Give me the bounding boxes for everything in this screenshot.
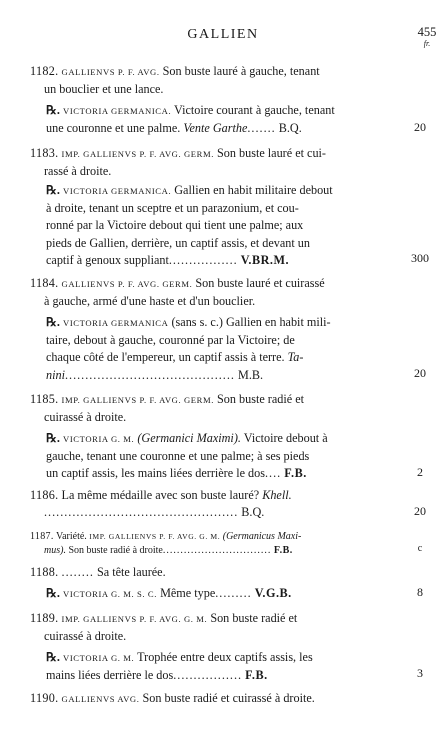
reverse-entry	[46, 649, 395, 684]
catalog-entry	[30, 564, 395, 581]
entry-text: Son buste radié et cuirassé à droite.	[142, 691, 315, 705]
source-reference: (Germanicus Maxi-	[222, 531, 302, 542]
coin-legend: VICTORIA G. M. S. C.	[63, 589, 158, 599]
entry-text: un bouclier et une lance.	[44, 82, 164, 97]
entry-text: Son buste radié à droite	[68, 545, 163, 556]
entry-text: cuirassé à droite.	[44, 410, 127, 425]
entry-text: Sa tête laurée.	[96, 565, 166, 579]
dot-leader: .......	[247, 121, 276, 136]
reverse-entry	[46, 102, 395, 137]
rarity-grade: V.G.B.	[254, 586, 292, 600]
dot-leader: .................	[168, 252, 238, 267]
catalog-entry	[30, 487, 395, 521]
entry-text: un captif assis, les mains liées derrière le dos	[46, 466, 265, 481]
entry-text: Gallien en habit militaire debout	[174, 183, 333, 197]
entry-text: mains liées derrière le dos	[46, 668, 174, 683]
entry-text: ronné par la Victoire debout qui tient une palme; aux	[46, 218, 304, 233]
entry-number: 1185.	[30, 392, 59, 406]
price-unit-label: fr.	[423, 39, 431, 48]
price: c	[417, 543, 423, 554]
coin-legend: VICTORIA GERMANICA.	[63, 106, 172, 116]
reverse-entry	[46, 585, 395, 603]
coin-legend: GALLIENVS AVG.	[61, 694, 140, 704]
source-reference: (Germanici Maximi).	[137, 431, 241, 445]
entry-text: à gauche, armé d'une haste et d'un bouclier.	[44, 294, 256, 309]
entry-text: Trophée entre deux captifs assis, les	[137, 650, 313, 664]
entry-number: 1183.	[30, 146, 59, 160]
price: 2	[417, 465, 423, 479]
price: 300	[411, 251, 429, 265]
source-reference: Khell.	[262, 488, 292, 502]
rarity-grade: M.B.	[237, 367, 264, 382]
coin-legend: GALLIENVS P. F. AVG. GERM.	[61, 279, 193, 289]
page-number	[410, 26, 444, 48]
catalog-entry	[30, 530, 395, 558]
dot-leader: .................	[173, 668, 243, 683]
entry-number: 1187.	[30, 531, 54, 542]
entry-text: taire, debout à gauche, couronné par la Victoire; de	[46, 333, 295, 348]
reverse-entry	[46, 314, 395, 384]
reverse-symbol: ℞.	[46, 650, 60, 664]
rarity-grade: B.Q.	[241, 505, 265, 520]
entry-text: Son buste radié et	[210, 611, 298, 625]
entry-text: Son buste lauré à gauche, tenant	[162, 64, 320, 78]
coin-legend: IMP. GALLIENVS P. F. AVG. G. M.	[61, 614, 208, 624]
reverse-entry	[46, 182, 395, 269]
entry-text: Son buste lauré et cui-	[217, 146, 326, 160]
rarity-grade: V.BR.M.	[240, 252, 290, 267]
coin-legend: IMP. GALLIENVS P. F. AVG. G. M.	[89, 532, 221, 541]
entry-text: Variété.	[55, 531, 87, 542]
rarity-grade: F.B.	[245, 668, 268, 683]
catalog-entry	[30, 145, 395, 180]
rarity-grade: F.B.	[284, 466, 307, 481]
coin-legend: VICTORIA GERMANICA.	[63, 186, 172, 196]
entry-text: Victoire courant à gauche, tenant	[174, 103, 335, 117]
source-reference: mus).	[44, 545, 66, 556]
entry-number: 1184.	[30, 276, 59, 290]
catalog-entry	[30, 690, 395, 708]
dot-leader: ...............................	[162, 545, 272, 556]
dot-leader: ....	[264, 466, 282, 481]
entry-text: (sans s. c.) Gallien en habit mili-	[171, 315, 331, 329]
entry-text: pieds de Gallien, derrière, un captif assis, et devant un	[46, 235, 310, 250]
source-reference: nini	[46, 367, 65, 382]
entry-text: Son buste lauré et cuirassé	[195, 276, 325, 290]
reverse-symbol: ℞.	[46, 183, 60, 197]
dot-leader: ..........................................	[64, 367, 235, 382]
coin-legend: IMP. GALLIENVS P. F. AVG. GERM.	[61, 149, 214, 159]
catalog-entry	[30, 610, 395, 645]
price: 20	[414, 366, 426, 380]
coin-legend: IMP. GALLIENVS P. F. AVG. GERM.	[61, 395, 214, 405]
entry-text: gauche, tenant une couronne et une palme; à ses pieds	[46, 449, 310, 464]
dot-leader: .........	[215, 586, 252, 600]
entry-number: 1186.	[30, 488, 59, 502]
reverse-entry	[46, 430, 395, 483]
coin-legend: VICTORIA GERMANICA	[63, 318, 169, 328]
coin-legend: VICTORIA G. M.	[63, 653, 135, 663]
entry-number: 1189.	[30, 611, 59, 625]
entry-text: captif à genoux suppliant	[46, 252, 169, 267]
price: 20	[414, 120, 426, 134]
coin-legend: VICTORIA G. M.	[63, 434, 135, 444]
catalog-entry	[30, 275, 395, 310]
entry-number: 1190.	[30, 691, 59, 705]
coin-legend: GALLIENVS P. F. AVG.	[61, 67, 160, 77]
price: 8	[417, 585, 423, 599]
entry-text: chaque côté de l'empereur, un captif assis à terre.	[46, 350, 285, 365]
dot-leader: ................................................	[44, 505, 239, 520]
entry-text: une couronne et une palme.	[46, 121, 181, 136]
entry-number: 1182.	[30, 64, 59, 78]
page-number-value: 455	[417, 25, 437, 39]
reverse-symbol: ℞.	[46, 315, 60, 329]
entry-text: rassé à droite.	[44, 164, 112, 179]
catalog-entry	[30, 391, 395, 426]
entry-text: Même type	[160, 586, 216, 600]
rarity-grade: B.Q.	[278, 121, 302, 136]
price: 3	[417, 666, 423, 680]
catalog-entry	[30, 63, 395, 98]
page-title: GALLIEN	[187, 27, 259, 42]
reverse-symbol: ℞.	[46, 431, 60, 445]
reverse-symbol: ℞.	[46, 103, 60, 117]
entry-number: 1188.	[30, 565, 59, 579]
rarity-grade: F.B.	[273, 545, 293, 556]
entry-text: La même médaille avec son buste lauré?	[61, 488, 260, 502]
entry-text: à droite, tenant un sceptre et un parazonium, et cou-	[46, 201, 299, 216]
dot-leader: ........	[61, 565, 94, 579]
source-reference: Vente Garthe	[183, 121, 248, 136]
entry-text: cuirassé à droite.	[44, 629, 127, 644]
reverse-symbol: ℞.	[46, 586, 60, 600]
entry-text: Son buste radié et	[217, 392, 304, 406]
source-reference: Ta-	[287, 350, 304, 365]
price: 20	[414, 504, 426, 518]
entry-text: Victoire debout à	[243, 431, 328, 445]
